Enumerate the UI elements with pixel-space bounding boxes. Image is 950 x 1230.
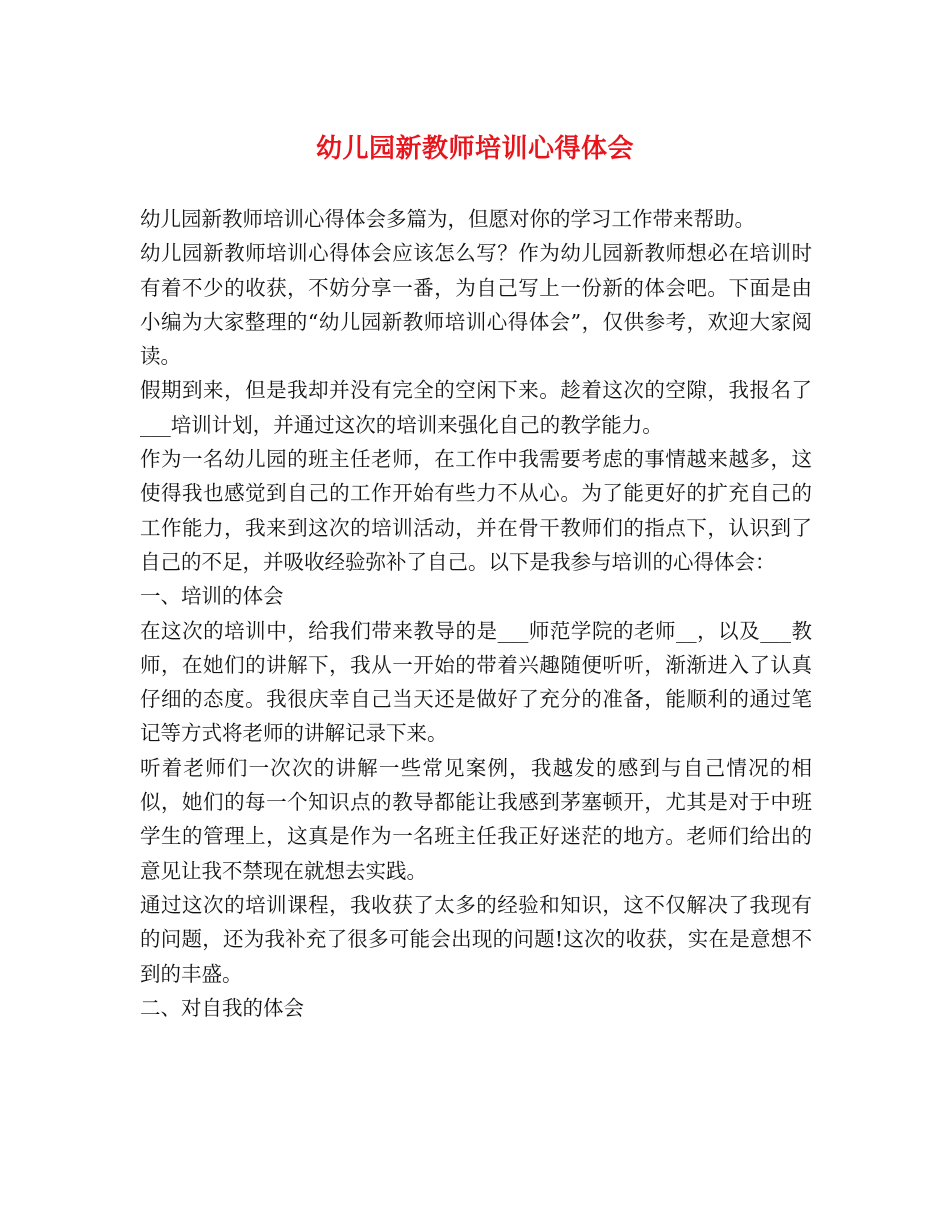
section-heading-self: 二、对自我的体会 — [140, 995, 304, 1020]
paragraph-summary: 幼儿园新教师培训心得体会应该怎么写？作为幼儿园新教师想必在培训时有着不少的收获，不妨分享一番，为自己写上一份新的体会吧。下面是由小编为大家整理的“幼儿园新教师培训心得体会”，仅供参考，欢迎大家阅读。 — [140, 241, 812, 369]
section-heading-training: 一、培训的体会 — [140, 584, 284, 609]
document-title: 幼儿园新教师培训心得体会 — [315, 134, 634, 164]
paragraph-role: 作为一名幼儿园的班主任老师，在工作中我需要考虑的事情越来越多，这使得我也感觉到自己的工作开始有些力不从心。为了能更好的扩充自己的工作能力，我来到这次的培训活动，并在骨干教师们的指点下，认识到了自己的不足，并吸收经验弥补了自己。以下是我参与培训的心得体会： — [140, 447, 812, 574]
paragraph-cases: 听着老师们一次次的讲解一些常见案例，我越发的感到与自己情况的相似，她们的每一个知识点的教导都能让我感到茅塞顿开，尤其是对于中班学生的管理上，这真是作为一名班主任我正好迷茫的地方。老师们给出的意见让我不禁现在就想去实践。 — [140, 755, 812, 883]
paragraph-intro: 幼儿园新教师培训心得体会多篇为，但愿对你的学习工作带来帮助。 — [140, 207, 755, 231]
paragraph-training: 在这次的培训中，给我们带来教导的是___师范学院的老师__，以及___教师，在她们的讲解下，我从一开始的带着兴趣随便听听，渐渐进入了认真仔细的态度。我很庆幸自己当天还是做好了充分的准备，能顺利的通过笔记等方式将老师的讲解记录下来。 — [140, 618, 812, 746]
paragraph-harvest: 通过这次的培训课程，我收获了太多的经验和知识，这不仅解决了我现有的问题，还为我补充了很多可能会出现的问题!这次的收获，实在是意想不到的丰盛。 — [140, 892, 812, 986]
document-body — [140, 202, 812, 1025]
paragraph-holiday: 假期到来，但是我却并没有完全的空闲下来。趁着这次的空隙，我报名了___培训计划，并通过这次的培训来强化自己的教学能力。 — [140, 378, 812, 437]
